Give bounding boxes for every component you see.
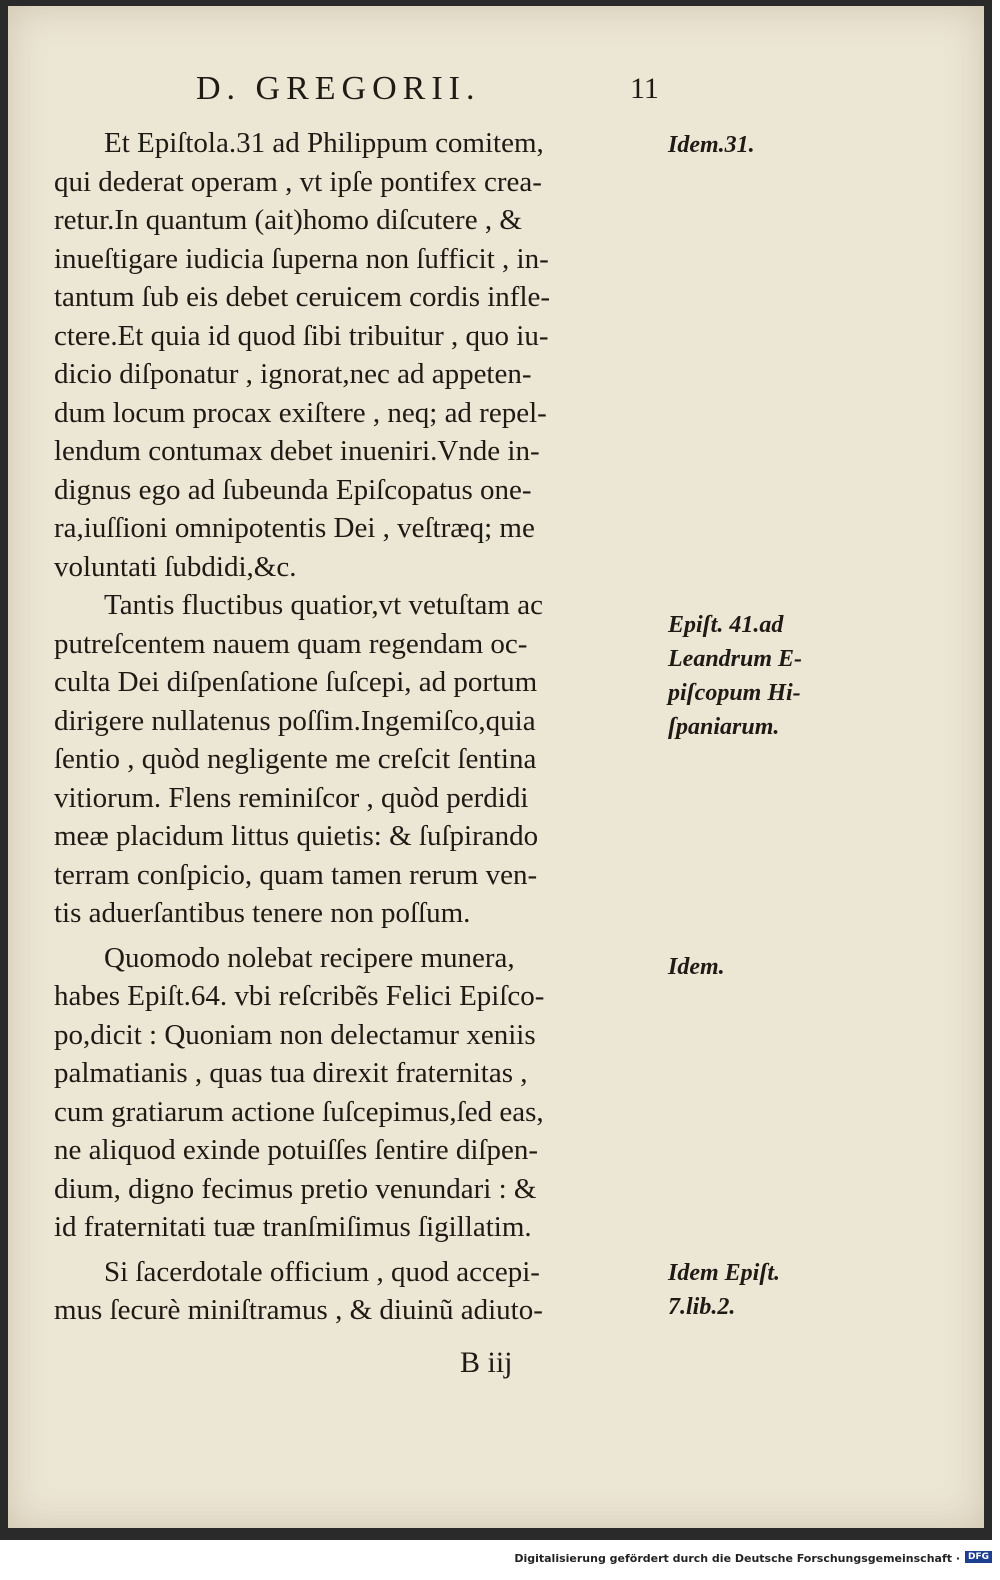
body-text <box>54 124 664 1330</box>
text-line: voluntati ſubdidi,&c. <box>54 550 297 583</box>
margin-note-idem-31 <box>668 128 755 162</box>
margin-note-idem-epist <box>668 1256 780 1324</box>
margin-note-line: Leandrum E- <box>668 646 803 672</box>
text-line: inueſtigare iudicia ſuperna non ſufficit , in- <box>54 242 549 275</box>
text-line: putreſcentem nauem quam regendam oc- <box>54 627 528 660</box>
text-line: po,dicit : Quoniam non delectamur xeniis <box>54 1018 536 1051</box>
text-line: Tantis fluctibus quatior,vt vetuſtam ac <box>104 589 543 621</box>
text-line: cum gratiarum actione ſuſcepimus,ſed eas, <box>54 1095 544 1128</box>
margin-note-line: Epiſt. 41.ad <box>668 612 784 638</box>
text-line: qui dederat operam , vt ipſe pontifex crea- <box>54 165 542 198</box>
text-line: dicio diſponatur , ignorat,nec ad appeten- <box>54 358 532 390</box>
margin-note-line: ſpaniarum. <box>668 714 780 740</box>
page-number: 11 <box>630 72 659 105</box>
text-line: Et Epiſtola.31 ad Philippum comitem, <box>104 127 544 159</box>
margin-note-line: Idem Epiſt. <box>668 1260 780 1286</box>
text-line: Si ſacerdotale officium , quod accepi- <box>104 1255 540 1288</box>
text-line: vitiorum. Flens reminiſcor , quòd perdidi <box>54 781 529 814</box>
margin-note-line: piſcopum Hi- <box>668 680 801 706</box>
running-head: D. GREGORII. <box>196 70 481 107</box>
dfg-logo: DFG <box>965 1551 992 1563</box>
text-line: terram conſpicio, quam tamen rerum ven- <box>54 858 538 891</box>
margin-note-idem <box>668 950 725 984</box>
text-line: retur.In quantum (ait)homo diſcutere , & <box>54 204 522 236</box>
text-line: lendum contumax debet inueniri.Vnde in- <box>54 435 540 467</box>
text-line: meæ placidum littus quietis: & ſuſpirando <box>54 820 539 852</box>
text-line: Quomodo nolebat recipere munera, <box>104 941 515 974</box>
digitization-credit: Digitalisierung gefördert durch die Deutsche Forschungsgemeinschaft · <box>514 1552 960 1565</box>
margin-note-line: 7.lib.2. <box>668 1294 736 1320</box>
text-line: culta Dei diſpenſatione ſuſcepi, ad portum <box>54 666 538 698</box>
margin-note-line: Idem.31. <box>668 132 755 158</box>
margin-note-line: Idem. <box>668 954 725 980</box>
text-line: habes Epiſt.64. vbi reſcribẽs Felici Epiſco- <box>54 980 545 1012</box>
text-line: tis aduerſantibus tenere non poſſum. <box>54 897 471 929</box>
text-line: palmatianis , quas tua direxit fraternitas , <box>54 1057 528 1089</box>
text-line: dirigere nullatenus poſſim.Ingemiſco,quia <box>54 704 536 737</box>
text-line: ctere.Et quia id quod ſibi tribuitur , quo iu- <box>54 319 549 352</box>
text-line: ſentio , quòd negligente me creſcit ſentina <box>54 743 537 775</box>
text-line: ra,iuſſioni omnipotentis Dei , veſtræq; me <box>54 512 535 544</box>
text-line: id fraternitati tuæ tranſmiſimus ſigillatim. <box>54 1211 532 1243</box>
text-line: dium, digno fecimus pretio venundari : & <box>54 1172 537 1205</box>
text-line: ne aliquod exinde potuiſſes ſentire diſpen- <box>54 1134 539 1166</box>
text-line: tantum ſub eis debet ceruicem cordis infle- <box>54 281 551 313</box>
text-line: dignus ego ad ſubeunda Epiſcopatus one- <box>54 473 532 506</box>
margin-note-epist-41 <box>668 608 802 744</box>
text-line: dum locum procax exiſtere , neq; ad repel- <box>54 396 547 429</box>
signature-mark: B iij <box>460 1346 513 1379</box>
text-line: mus ſecurè miniſtramus , & diuinũ adiuto- <box>54 1294 543 1326</box>
